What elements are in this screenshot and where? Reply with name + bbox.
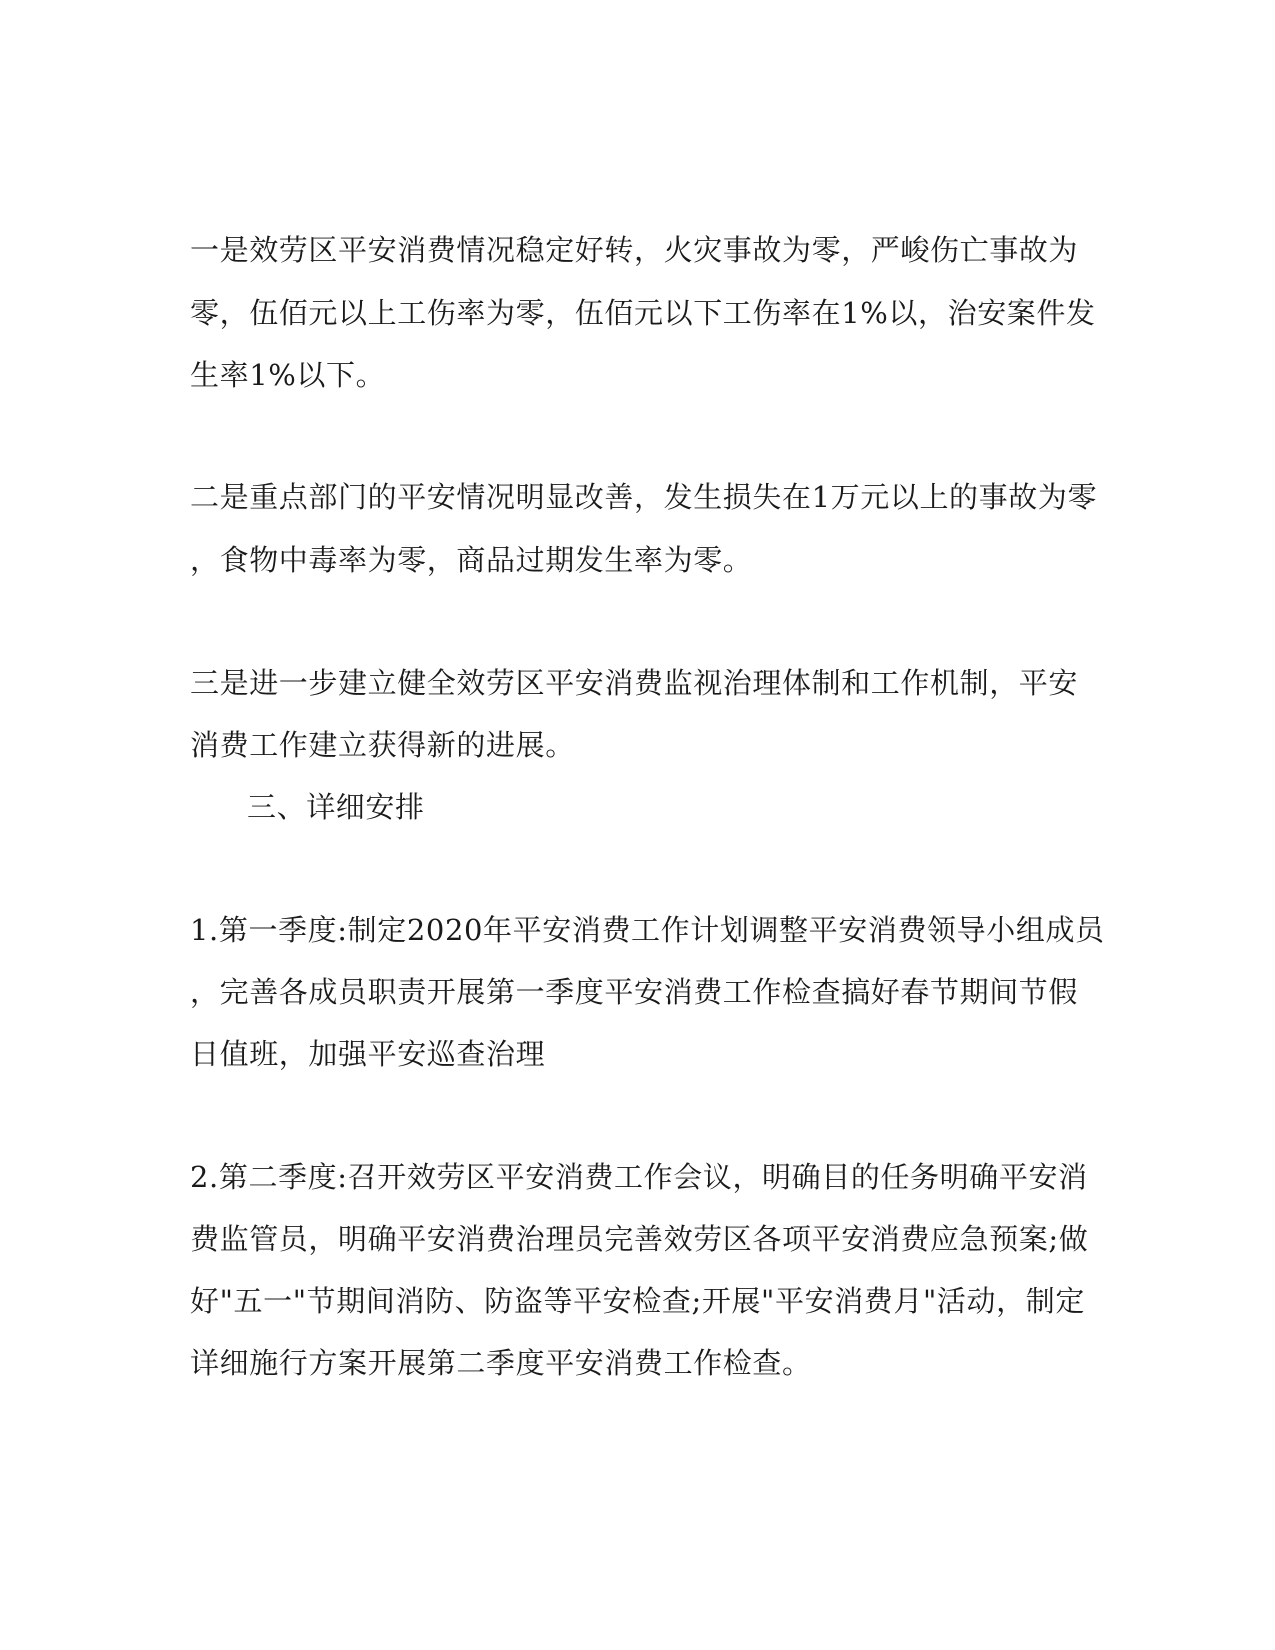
item-2-line-1: 2.第二季度:召开效劳区平安消费工作会议，明确目的任务明确平安消: [190, 1160, 1088, 1194]
item-1-line-1: 1.第一季度:制定2020年平安消费工作计划调整平安消费领导小组成员: [190, 913, 1105, 947]
paragraph-2-line-1: 二是重点部门的平安情况明显改善，发生损失在1万元以上的事故为零: [190, 480, 1098, 514]
paragraph-1-line-2: 零，伍佰元以上工伤率为零，伍佰元以下工伤率在1%以，治安案件发: [190, 296, 1096, 330]
paragraph-3-line-2: 消费工作建立获得新的进展。: [190, 728, 575, 762]
paragraph-3-line-1: 三是进一步建立健全效劳区平安消费监视治理体制和工作机制，平安: [190, 666, 1079, 700]
item-1-line-3: 日值班，加强平安巡查治理: [190, 1037, 546, 1071]
paragraph-2-line-2: ，食物中毒率为零，商品过期发生率为零。: [190, 543, 753, 577]
section-heading: 三、详细安排: [247, 790, 425, 824]
item-2-line-3: 好"五一"节期间消防、防盗等平安检查;开展"平安消费月"活动，制定: [190, 1284, 1085, 1318]
paragraph-1-line-3: 生率1%以下。: [190, 358, 386, 392]
item-1-line-2: ，完善各成员职责开展第一季度平安消费工作检查搞好春节期间节假: [190, 975, 1079, 1009]
item-2-line-4: 详细施行方案开展第二季度平安消费工作检查。: [190, 1346, 812, 1380]
paragraph-1-line-1: 一是效劳区平安消费情况稳定好转，火灾事故为零，严峻伤亡事故为: [190, 233, 1079, 267]
item-2-line-2: 费监管员，明确平安消费治理员完善效劳区各项平安消费应急预案;做: [190, 1222, 1089, 1256]
